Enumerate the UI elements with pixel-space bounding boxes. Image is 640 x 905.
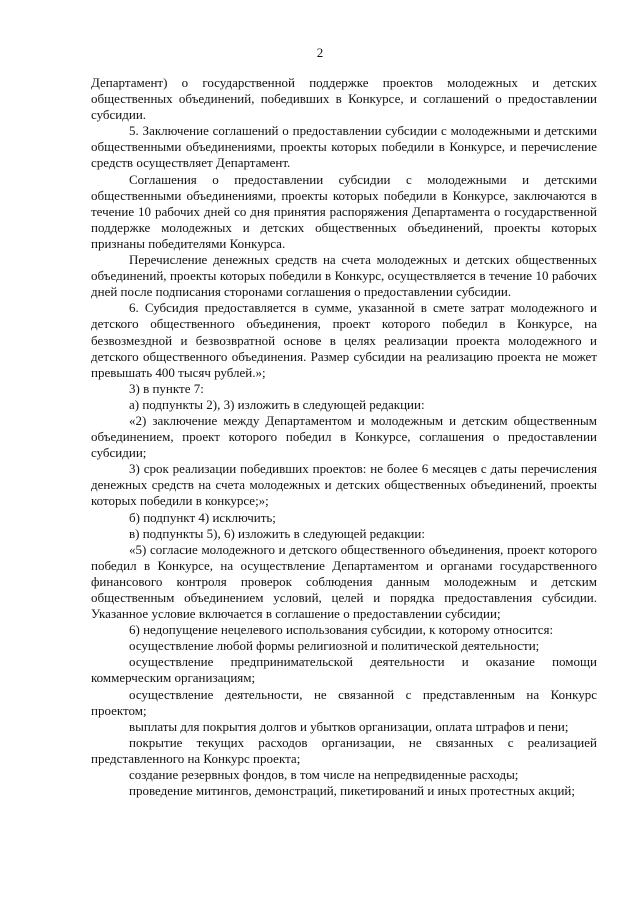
paragraph: осуществление деятельности, не связанной с представленным на Конкурс проектом; bbox=[91, 686, 597, 718]
paragraph: 3) срок реализации победивших проектов: не более 6 месяцев с даты перечисления денежных средств на счета молодежных и детских общественных объединений, проекты которых победили в конкурсе;»; bbox=[91, 461, 597, 509]
paragraph: 6) недопущение нецелевого использования субсидии, к которому относится: bbox=[129, 622, 554, 638]
paragraph: проведение митингов, демонстраций, пикетирований и иных протестных акций; bbox=[129, 783, 575, 799]
paragraph: «5) согласие молодежного и детского общественного объединения, проект которого победил в Конкурсе, на осуществление Департаментом и органами государственного финансового контроля проверок соблюдения данным молодежным и детским общественным объединением условий, целей и порядка предоставления субсидии. Указанное условие включается в соглашение о предоставлении субсидии; bbox=[91, 541, 597, 622]
paragraph: выплаты для покрытия долгов и убытков организации, оплата штрафов и пени; bbox=[129, 718, 569, 734]
paragraph: создание резервных фондов, в том числе на непредвиденные расходы; bbox=[129, 767, 519, 783]
paragraph: 3) в пункте 7: bbox=[129, 380, 204, 396]
paragraph: Соглашения о предоставлении субсидии с молодежными и детскими общественными объединениями, проекты которых победили в Конкурсе, заключаются в течение 10 рабочих дней со дня принятия распоряжения Департамента о государственной поддержке молодежных и детских общественных объединений, проекты которых признаны победителями Конкурса. bbox=[91, 171, 597, 251]
paragraph: 6. Субсидия предоставляется в сумме, указанной в смете затрат молодежного и детского общественного объединения, проект которого победил в Конкурсе, на безвозмездной и безвозвратной основе в целях реализации проекта молодежного и детского общественного объединения. Размер субсидии на реализацию проекта не может превышать 400 тысяч рублей.»; bbox=[91, 300, 597, 380]
paragraph: Перечисление денежных средств на счета молодежных и детских общественных объединений, проекты которых победили в Конкурс, осуществляется в течение 10 рабочих дней после подписания сторонами соглашения о предоставлении субсидии. bbox=[91, 252, 597, 300]
document-body bbox=[91, 75, 597, 799]
paragraph: а) подпункты 2), 3) изложить в следующей редакции: bbox=[129, 396, 425, 412]
paragraph: осуществление предпринимательской деятельности и оказание помощи коммерческим организациям; bbox=[91, 654, 597, 686]
paragraph: 5. Заключение соглашений о предоставлении субсидии с молодежными и детскими общественными объединениями, проекты которых победили в Конкурсе, и перечисление средств осуществляет Департамент. bbox=[91, 123, 597, 171]
paragraph: «2) заключение между Департаментом и молодежным и детским общественным объединением, проект которого победил в Конкурсе, соглашения о предоставлении субсидии; bbox=[91, 412, 597, 461]
paragraph: осуществление любой формы религиозной и политической деятельности; bbox=[129, 638, 540, 654]
page-number: 2 bbox=[316, 45, 324, 60]
paragraph: в) подпункты 5), 6) изложить в следующей редакции: bbox=[129, 525, 425, 541]
paragraph: Департамент) о государственной поддержке проектов молодежных и детских общественных объединений, победивших в Конкурсе, и соглашений о предоставлении субсидии. bbox=[91, 75, 597, 123]
paragraph: покрытие текущих расходов организации, не связанных с реализацией представленного на Конкурс проекта; bbox=[91, 734, 597, 766]
paragraph: б) подпункт 4) исключить; bbox=[129, 509, 276, 525]
